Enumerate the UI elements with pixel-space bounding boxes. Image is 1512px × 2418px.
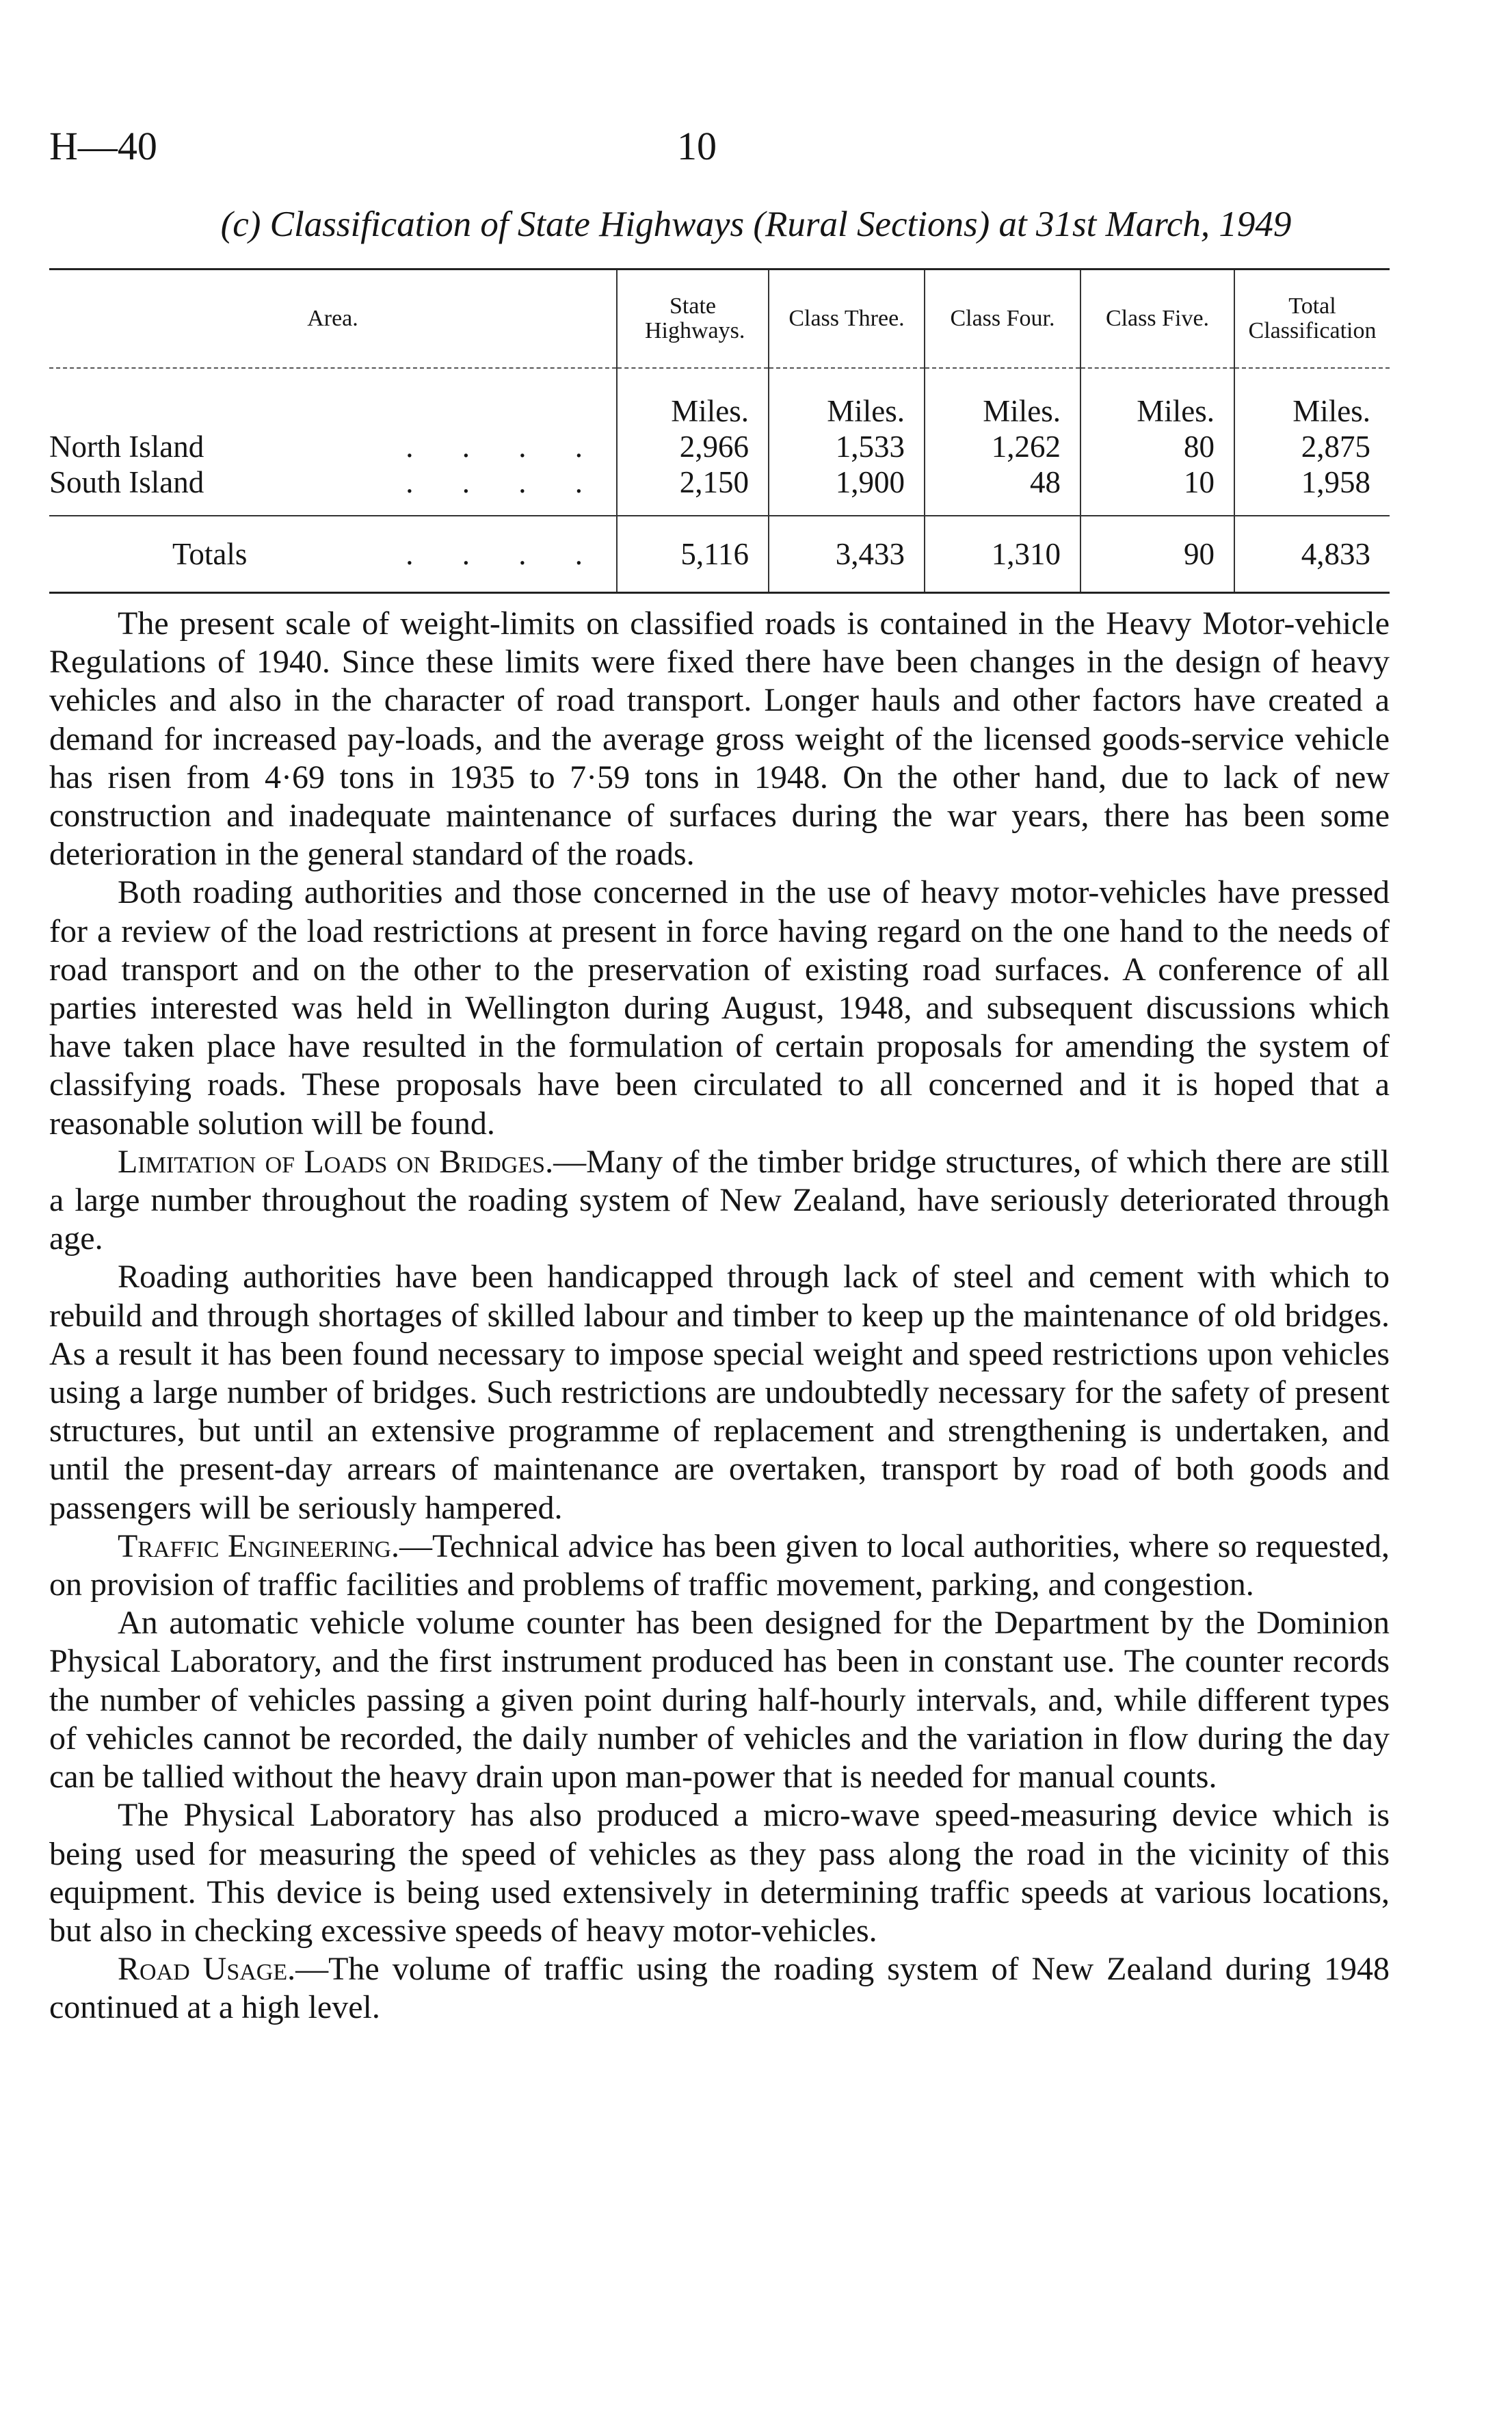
state-highways-value: 2,150 [617, 464, 769, 516]
column-header-total-classification: Total Classification [1234, 270, 1390, 369]
total-classification-value: 1,958 [1234, 464, 1390, 516]
dot-leader: . . . . [406, 465, 603, 499]
dot-leader: . . . . [406, 537, 603, 571]
total-classification-total: 4,833 [1234, 516, 1390, 593]
table-header-row [49, 270, 1390, 369]
paragraph: Roading authorities have been handicapped through lack of steel and cement with which to rebuild and through shortages of skilled labour and timber to keep up the maintenance of old bridges. As a result it has been found necessary to impose special weight and speed restrictions upon vehicles using a large number of bridges. Such restrictions are undoubtedly necessary for the safety of present structures, but until an extensive programme of replacement and strengthening is undertaken, and until the present-day arrears of maintenance are overtaken, transport by road of both goods and passengers will be seriously hampered. [49, 1259, 1390, 1526]
table-caption: (c) Classification of State Highways (Rural Sections) at 31st March, 1949 [220, 205, 1292, 244]
unit-label: Miles. [769, 368, 925, 429]
body-text [49, 605, 1390, 2027]
paragraph: The present scale of weight-limits on classified roads is contained in the Heavy Motor-vehicle Regulations of 1940. Since these limits were fixed there have been changes in the design of heavy vehicles and also in the character of road transport. Longer hauls and other factors have created a demand for increased pay-loads, and the average gross weight of the licensed goods-service vehicle has risen from 4·69 tons in 1935 to 7·59 tons in 1948. On the other hand, due to lack of new construction and inadequate maintenance of surfaces during the war years, there has been some deterioration in the general standard of the roads. [49, 605, 1390, 873]
state-highways-value: 2,966 [617, 429, 769, 464]
paragraph-road-usage: Road Usage.—The volume of traffic using the roading system of New Zealand during 1948 continued at a high level. [49, 1951, 1390, 2026]
table-row-south-island [49, 464, 1390, 516]
document-reference: H—40 [49, 124, 157, 168]
class-three-total: 3,433 [769, 516, 925, 593]
class-four-value: 48 [925, 464, 1080, 516]
unit-label: Miles. [925, 368, 1080, 429]
paragraph: The Physical Laboratory has also produced a micro-wave speed-measuring device which is being used for measuring the speed of vehicles as they pass along the road in the vicinity of this equipment. This device is being used extensively in determining traffic speeds at various locations, but also in checking excessive speeds of heavy motor-vehicles. [49, 1797, 1390, 1949]
unit-label: Miles. [1234, 368, 1390, 429]
section-heading: Traffic Engineering. [118, 1527, 399, 1564]
column-header-class-three: Class Three. [769, 270, 925, 369]
class-three-value: 1,533 [769, 429, 925, 464]
table-row-totals [49, 516, 1390, 593]
class-three-value: 1,900 [769, 464, 925, 516]
page-number: 10 [677, 124, 717, 168]
table-row-north-island [49, 429, 1390, 464]
dot-leader: . . . . [406, 430, 603, 464]
section-heading: Limitation of Loads on Bridges. [118, 1143, 554, 1180]
state-highways-total: 5,116 [617, 516, 769, 593]
unit-label: Miles. [1080, 368, 1234, 429]
class-five-value: 80 [1080, 429, 1234, 464]
paragraph: Both roading authorities and those concerned in the use of heavy motor-vehicles have pressed for a review of the load restrictions at present in force having regard on the one hand to the needs of road transport and on the other to the preservation of existing road surfaces. A conference of all parties interested was held in Wellington during August, 1948, and subsequent discussions which have taken place have resulted in the formulation of certain proposals for amending the system of classifying roads. These proposals have been circulated to all concerned and it is hoped that a reasonable solution will be found. [49, 874, 1390, 1142]
column-header-class-four: Class Four. [925, 270, 1080, 369]
class-four-value: 1,262 [925, 429, 1080, 464]
class-five-total: 90 [1080, 516, 1234, 593]
column-header-class-five: Class Five. [1080, 270, 1234, 369]
paragraph-traffic-engineering: Traffic Engineering.—Technical advice has been given to local authorities, where so requested, on provision of traffic facilities and problems of traffic movement, parking, and congestion. [49, 1527, 1390, 1603]
total-classification-value: 2,875 [1234, 429, 1390, 464]
units-row [49, 368, 1390, 429]
class-five-value: 10 [1080, 464, 1234, 516]
column-header-area: Area. [49, 270, 617, 369]
unit-label: Miles. [617, 368, 769, 429]
class-four-total: 1,310 [925, 516, 1080, 593]
section-heading: Road Usage. [118, 1951, 296, 1988]
paragraph-bridges: Limitation of Loads on Bridges.—Many of the timber bridge structures, of which there are still a large number throughout the roading system of New Zealand, have seriously deteriorated through age. [49, 1143, 1390, 1257]
classification-table [49, 268, 1390, 594]
paragraph: An automatic vehicle volume counter has been designed for the Department by the Dominion Physical Laboratory, and the first instrument produced has been in constant use. The counter records the number of vehicles passing a given point during half-hourly intervals, and, while different types of vehicles cannot be recorded, the daily number of vehicles and the variation in flow during the day can be tallied without the heavy drain upon man-power that is needed for manual counts. [49, 1605, 1390, 1796]
column-header-state-highways: State Highways. [617, 270, 769, 369]
row-label: North Island . . . . [49, 430, 603, 464]
totals-label: Totals . . . . [49, 516, 617, 593]
row-label: South Island . . . . [49, 465, 603, 499]
